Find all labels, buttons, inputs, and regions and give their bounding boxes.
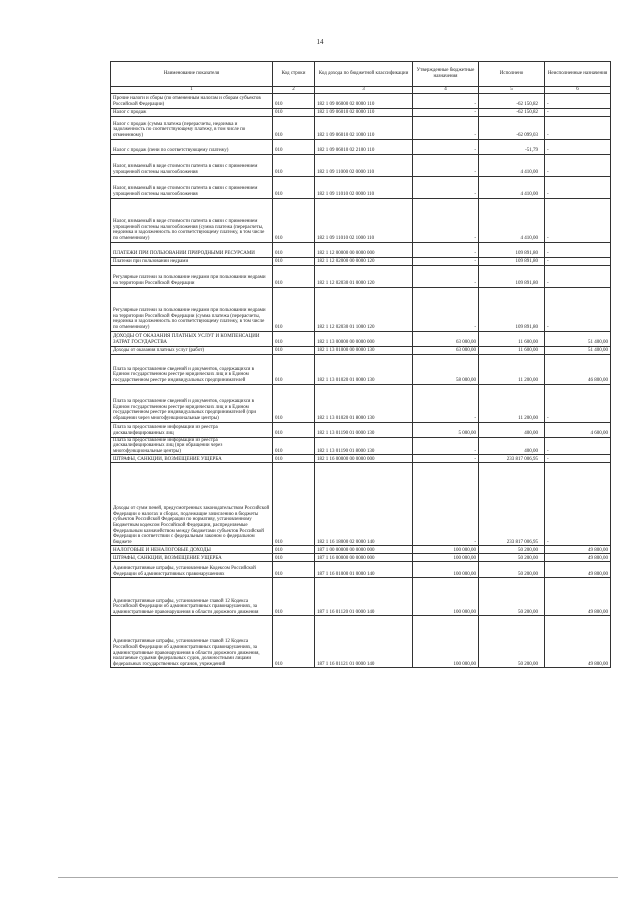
row-name: Налог с продаж (сумма платежа (перерасчеты, недоимка и задолженность по соответствующему платежу, в том числе по отмененному)	[111, 116, 273, 139]
row-classification-code: 187 1 16 01121 01 0000 140	[315, 616, 413, 668]
table-row	[111, 455, 611, 463]
row-unexecuted-amount: -	[545, 265, 611, 287]
row-classification-code: 182 1 13 01190 01 8000 130	[315, 437, 413, 455]
row-unexecuted-amount: 51 400,00	[545, 331, 611, 346]
column-number-row	[111, 87, 611, 94]
row-executed-amount	[479, 265, 545, 287]
row-approved-amount: 100 000,00	[413, 562, 479, 578]
row-executed-amount	[479, 198, 545, 242]
executed-value: 11 200,00	[518, 416, 538, 421]
executed-value: 11 200,00	[518, 378, 538, 383]
row-executed-amount	[479, 242, 545, 257]
header-approved: Утвержденные бюджетные назначения	[413, 62, 479, 87]
row-executed-amount	[479, 578, 545, 616]
row-executed-amount	[479, 116, 545, 139]
row-approved-amount: -	[413, 139, 479, 154]
row-unexecuted-amount: -	[545, 176, 611, 198]
row-line-code: 010	[273, 562, 315, 578]
column-number: 2	[273, 87, 315, 94]
row-unexecuted-amount: 49 800,00	[545, 616, 611, 668]
row-classification-code: 182 1 12 02030 01 0000 120	[315, 265, 413, 287]
executed-value: -62 099,03	[516, 133, 538, 138]
row-line-code: 010	[273, 546, 315, 554]
row-approved-amount: 58 000,00	[413, 354, 479, 384]
executed-value: 4 410,00	[520, 170, 538, 175]
table-row	[111, 154, 611, 176]
row-classification-code: 187 1 16 01000 01 0000 140	[315, 562, 413, 578]
row-line-code: 010	[273, 463, 315, 546]
table-row	[111, 578, 611, 616]
row-classification-code: 182 1 09 11000 02 0000 110	[315, 154, 413, 176]
row-unexecuted-amount: -	[545, 463, 611, 546]
row-unexecuted-amount: -	[545, 108, 611, 116]
row-approved-amount: -	[413, 198, 479, 242]
executed-value: 233 817 006,95	[506, 456, 538, 462]
table-row	[111, 463, 611, 546]
executed-value: 400,00	[524, 448, 538, 454]
row-name: Регулярные платежи за пользование недрами при пользовании недрами на территории Российской Федерации (сумма платежа (перерасчеты, недоимка и задолженность по соответствующему платежу, в том числе по отмененному)	[111, 287, 273, 331]
executed-value: 50 200,00	[518, 661, 538, 667]
row-name: НАЛОГОВЫЕ И НЕНАЛОГОВЫЕ ДОХОДЫ	[111, 546, 273, 554]
row-line-code: 010	[273, 331, 315, 346]
header-unexecuted: Неисполненные назначения	[545, 62, 611, 87]
row-line-code: 010	[273, 265, 315, 287]
row-line-code: 010	[273, 257, 315, 265]
row-classification-code: 187 1 00 00000 00 0000 000	[315, 546, 413, 554]
row-classification-code: 182 1 13 01020 01 8000 130	[315, 384, 413, 422]
table-row	[111, 331, 611, 346]
row-approved-amount: -	[413, 108, 479, 116]
row-executed-amount	[479, 384, 545, 422]
table-row	[111, 265, 611, 287]
row-classification-code: 182 1 09 11010 02 0000 110	[315, 176, 413, 198]
row-unexecuted-amount: 4 600,00	[545, 422, 611, 437]
row-line-code: 010	[273, 422, 315, 437]
row-approved-amount: -	[413, 384, 479, 422]
header-executed: Исполнено	[479, 62, 545, 87]
executed-value: 50 200,00	[518, 609, 538, 615]
table-row	[111, 257, 611, 265]
executed-value: 50 200,00	[518, 555, 538, 561]
row-approved-amount: -	[413, 257, 479, 265]
row-approved-amount: 100 000,00	[413, 616, 479, 668]
executed-value: 50 200,00	[518, 547, 538, 553]
row-line-code: 010	[273, 116, 315, 139]
row-classification-code: 187 1 16 00000 00 0000 000	[315, 554, 413, 562]
row-name: Доходы от оказания платных услуг (работ)	[111, 346, 273, 354]
header-line-code: Код строки	[273, 62, 315, 87]
table-row	[111, 384, 611, 422]
row-name: Доходы от сумм пеней, предусмотренных законодательством Российской Федерации о налогах и сборах, подлежащие зачислению в бюджеты субъектов Российской Федерации по нормативу, установленному Бюджетным кодексом Российской Федерации, распределяемые Федеральным казначейством между бюджетами субъектов Российской Федерации в соответствии с федеральным законом о федеральном бюджете	[111, 463, 273, 546]
row-unexecuted-amount: -	[545, 198, 611, 242]
row-approved-amount: -	[413, 116, 479, 139]
row-classification-code: 182 1 13 01020 01 0000 130	[315, 354, 413, 384]
row-executed-amount	[479, 437, 545, 455]
row-executed-amount	[479, 546, 545, 554]
row-line-code: 010	[273, 437, 315, 455]
executed-value: 11 600,00	[518, 340, 538, 345]
table-row	[111, 139, 611, 154]
row-line-code: 010	[273, 578, 315, 616]
row-executed-amount	[479, 139, 545, 154]
row-approved-amount: 63 000,00	[413, 331, 479, 346]
row-name: Плата за предоставление сведений и документов, содержащихся в Едином государственном реестре юридических лиц и в Едином государственном реестре индивидуальных предпринимателей	[111, 354, 273, 384]
table-row	[111, 562, 611, 578]
column-number: 1	[111, 87, 273, 94]
executed-value: -62 150,82	[516, 102, 538, 107]
row-name: ДОХОДЫ ОТ ОКАЗАНИЯ ПЛАТНЫХ УСЛУГ И КОМПЕНСАЦИИ ЗАТРАТ ГОСУДАРСТВА	[111, 331, 273, 346]
row-unexecuted-amount: -	[545, 257, 611, 265]
row-unexecuted-amount: -	[545, 455, 611, 463]
row-unexecuted-amount: -	[545, 93, 611, 108]
row-name: Платежи при пользовании недрами	[111, 257, 273, 265]
row-line-code: 010	[273, 154, 315, 176]
row-classification-code: 182 1 12 00000 00 0000 000	[315, 242, 413, 257]
table-row	[111, 287, 611, 331]
row-executed-amount	[479, 287, 545, 331]
row-name: Административные штрафы, установленные главой 12 Кодекса Российской Федерации об административных правонарушениях, за административные правонарушения в области дорожного движения, налагаемые судьями федеральных судов, должностными лицами федеральных государственных органов, учреждений	[111, 616, 273, 668]
row-unexecuted-amount: -	[545, 287, 611, 331]
row-line-code: 010	[273, 176, 315, 198]
table-row	[111, 242, 611, 257]
row-classification-code: 182 1 13 01190 01 0000 130	[315, 422, 413, 437]
row-line-code: 010	[273, 346, 315, 354]
row-name: Плата за предоставление информации из реестра дисквалифицированных лиц	[111, 422, 273, 437]
row-executed-amount	[479, 422, 545, 437]
row-executed-amount	[479, 554, 545, 562]
row-classification-code: 187 1 16 01120 01 0000 140	[315, 578, 413, 616]
executed-value: 233 817 006,95	[506, 539, 538, 545]
row-approved-amount: -	[413, 242, 479, 257]
table-row	[111, 116, 611, 139]
page-number: 14	[316, 38, 324, 46]
row-name: Налог, взимаемый в виде стоимости патента в связи с применением упрощенной системы налогообложения	[111, 176, 273, 198]
row-executed-amount	[479, 154, 545, 176]
row-classification-code: 182 1 09 06010 02 2100 110	[315, 139, 413, 154]
row-approved-amount: -	[413, 176, 479, 198]
row-classification-code: 182 1 13 00000 00 0000 000	[315, 331, 413, 346]
executed-value: 109 891,80	[515, 325, 538, 330]
row-unexecuted-amount: 49 800,00	[545, 554, 611, 562]
row-line-code: 010	[273, 287, 315, 331]
row-line-code: 010	[273, 198, 315, 242]
executed-value: 109 891,80	[515, 281, 538, 286]
row-executed-amount	[479, 463, 545, 546]
row-line-code: 010	[273, 554, 315, 562]
executed-value: -51,79	[525, 148, 538, 153]
row-line-code: 010	[273, 139, 315, 154]
executed-value: 109 891,80	[515, 259, 538, 264]
row-name: ПЛАТЕЖИ ПРИ ПОЛЬЗОВАНИИ ПРИРОДНЫМИ РЕСУРСАМИ	[111, 242, 273, 257]
table-row	[111, 93, 611, 108]
row-line-code: 010	[273, 616, 315, 668]
row-classification-code: 182 1 09 11010 02 1000 110	[315, 198, 413, 242]
row-executed-amount	[479, 616, 545, 668]
executed-value: 400,00	[524, 431, 538, 436]
row-name: Налог, взимаемый в виде стоимости патента в связи с применением упрощенной системы налогообложения (сумма платежа (перерасчеты, недоимка и задолженность по соответствующему платежу, в том числе по отмененному)	[111, 198, 273, 242]
row-unexecuted-amount: -	[545, 116, 611, 139]
row-executed-amount	[479, 108, 545, 116]
column-number: 5	[479, 87, 545, 94]
table-row	[111, 437, 611, 455]
table-row	[111, 108, 611, 116]
row-name: Плата за предоставление сведений и документов, содержащихся в Едином государственном реестре юридических лиц и в Едином государственном реестре индивидуальных предпринимателей (при обращении через многофункциональные центры)	[111, 384, 273, 422]
row-approved-amount: 63 000,00	[413, 346, 479, 354]
row-classification-code: 182 1 13 01000 00 0000 130	[315, 346, 413, 354]
column-number: 3	[315, 87, 413, 94]
row-name: ШТРАФЫ, САНКЦИИ, ВОЗМЕЩЕНИЕ УЩЕРБА	[111, 455, 273, 463]
row-approved-amount: -	[413, 455, 479, 463]
row-name: Административные штрафы, установленные Кодексом Российской Федерации об административных правонарушениях	[111, 562, 273, 578]
table-row	[111, 354, 611, 384]
table-header-row	[111, 62, 611, 87]
row-name: ШТРАФЫ, САНКЦИИ, ВОЗМЕЩЕНИЕ УЩЕРБА	[111, 554, 273, 562]
row-unexecuted-amount: -	[545, 139, 611, 154]
row-classification-code: 182 1 09 06010 02 1000 110	[315, 116, 413, 139]
scan-edge-line	[58, 877, 618, 878]
executed-value: 50 200,00	[518, 571, 538, 577]
table-row	[111, 546, 611, 554]
executed-value: 4 410,00	[520, 236, 538, 241]
row-classification-code: 182 1 12 02000 00 0000 120	[315, 257, 413, 265]
column-number: 4	[413, 87, 479, 94]
row-unexecuted-amount: -	[545, 154, 611, 176]
executed-value: 109 891,80	[515, 251, 538, 256]
row-approved-amount: 100 000,00	[413, 554, 479, 562]
row-line-code: 010	[273, 108, 315, 116]
row-line-code: 010	[273, 384, 315, 422]
row-unexecuted-amount: 51 400,00	[545, 346, 611, 354]
row-classification-code: 182 1 12 02030 01 1000 120	[315, 287, 413, 331]
table-row	[111, 176, 611, 198]
row-name: Налог, взимаемый в виде стоимости патента в связи с применением упрощенной системы налогообложения	[111, 154, 273, 176]
row-classification-code: 182 1 09 06000 02 0000 110	[315, 93, 413, 108]
row-approved-amount: 100 000,00	[413, 546, 479, 554]
row-approved-amount: -	[413, 437, 479, 455]
row-line-code: 010	[273, 93, 315, 108]
header-indicator-name: Наименование показателя	[111, 62, 273, 87]
row-executed-amount	[479, 455, 545, 463]
row-line-code: 010	[273, 455, 315, 463]
row-name: Налог с продаж (пени по соответствующему платежу)	[111, 139, 273, 154]
executed-value: 4 410,00	[520, 192, 538, 197]
executed-value: 11 600,00	[518, 348, 538, 353]
row-unexecuted-amount: 49 800,00	[545, 578, 611, 616]
row-unexecuted-amount: -	[545, 437, 611, 455]
row-unexecuted-amount: -	[545, 242, 611, 257]
executed-value: -62 150,82	[516, 110, 538, 115]
row-executed-amount	[479, 331, 545, 346]
table-row	[111, 616, 611, 668]
table-row	[111, 346, 611, 354]
row-approved-amount: 5 000,00	[413, 422, 479, 437]
row-line-code: 010	[273, 354, 315, 384]
row-classification-code: 182 1 16 00000 00 0000 000	[315, 455, 413, 463]
row-approved-amount: 100 000,00	[413, 578, 479, 616]
row-approved-amount: -	[413, 154, 479, 176]
table-row	[111, 422, 611, 437]
table-row	[111, 198, 611, 242]
budget-report-table	[110, 61, 611, 668]
row-executed-amount	[479, 93, 545, 108]
row-name: Административные штрафы, установленные главой 12 Кодекса Российской Федерации об административных правонарушениях, за административные правонарушения в области дорожного движения	[111, 578, 273, 616]
row-name: Плата за предоставление информации из реестра дисквалифицированных лиц (при обращении через многофункциональные центры)	[111, 437, 273, 455]
table-body	[111, 93, 611, 668]
row-executed-amount	[479, 562, 545, 578]
row-classification-code: 182 1 16 18000 02 0000 140	[315, 463, 413, 546]
row-name: Налог с продаж	[111, 108, 273, 116]
header-classification-code: Код дохода по бюджетной классификации	[315, 62, 413, 87]
row-name: Регулярные платежи за пользование недрами при пользовании недрами на территории Российской Федерации	[111, 265, 273, 287]
row-approved-amount: -	[413, 265, 479, 287]
row-unexecuted-amount: 49 800,00	[545, 546, 611, 554]
row-approved-amount: -	[413, 463, 479, 546]
row-unexecuted-amount: -	[545, 384, 611, 422]
row-unexecuted-amount: 46 800,00	[545, 354, 611, 384]
column-number: 6	[545, 87, 611, 94]
row-name: Прочие налоги и сборы (по отмененным налогам и сборам субъектов Российской Федерации)	[111, 93, 273, 108]
table-row	[111, 554, 611, 562]
row-executed-amount	[479, 176, 545, 198]
row-approved-amount: -	[413, 287, 479, 331]
row-unexecuted-amount: 49 800,00	[545, 562, 611, 578]
row-approved-amount: -	[413, 93, 479, 108]
row-line-code: 010	[273, 242, 315, 257]
row-executed-amount	[479, 346, 545, 354]
row-executed-amount	[479, 354, 545, 384]
row-executed-amount	[479, 257, 545, 265]
row-classification-code: 182 1 09 06010 02 0000 110	[315, 108, 413, 116]
